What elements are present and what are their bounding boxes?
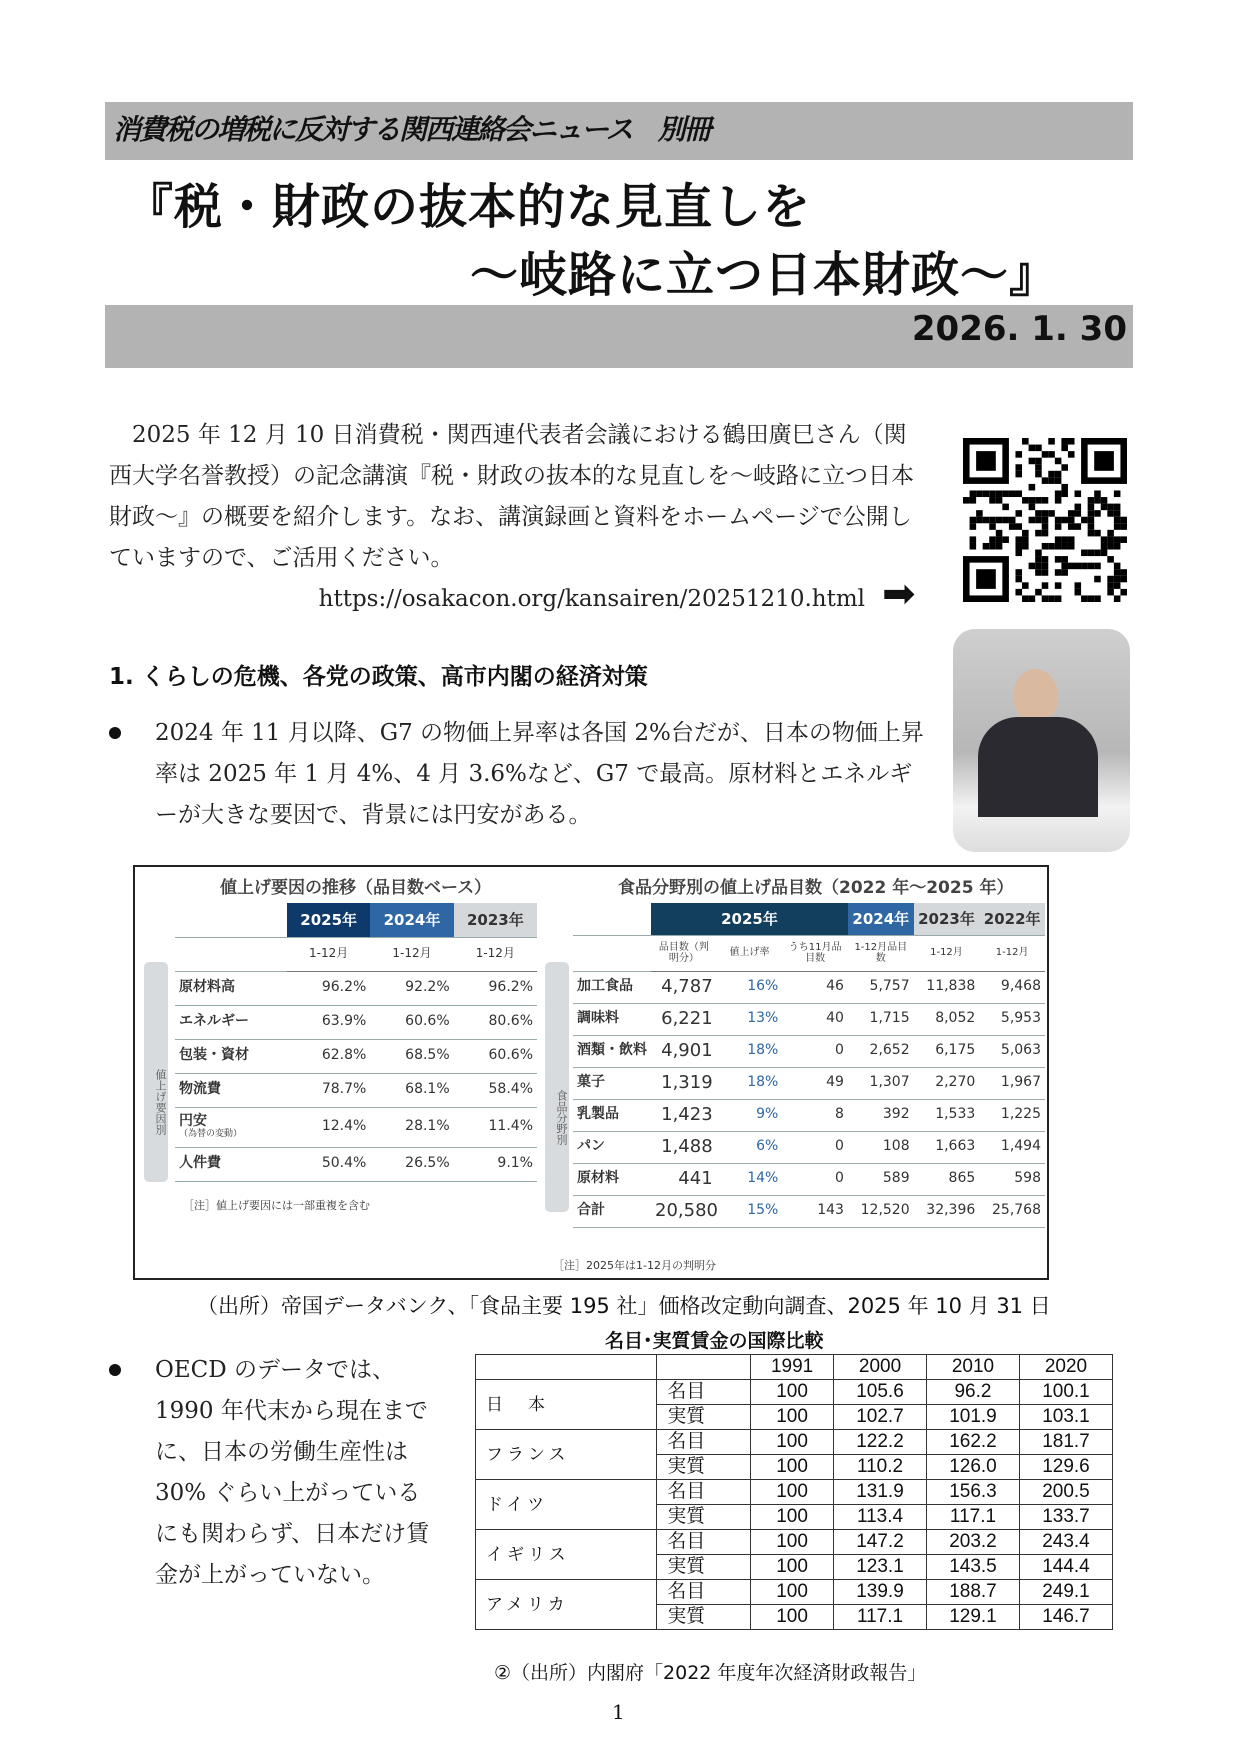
value-cell: 58.4% [454,1073,537,1107]
value-cell: 6% [717,1131,783,1163]
value-cell: 123.1 [834,1555,927,1580]
category-label: 調味料 [573,1003,651,1035]
value-cell: 122.2 [834,1430,927,1455]
value-cell: 181.7 [1019,1430,1112,1455]
category-label: 菓子 [573,1067,651,1099]
column-subheader: 1-12月品目数 [848,935,914,971]
value-cell: 0 [782,1163,848,1195]
value-cell: 100 [751,1605,834,1630]
value-cell: 100 [751,1555,834,1580]
intro-url[interactable]: https://osakacon.org/kansairen/20251210.html [318,586,865,612]
value-cell: 129.6 [1019,1455,1112,1480]
table-row [573,1131,1045,1163]
period-header: 1-12月 [287,937,370,971]
value-cell: 139.9 [834,1580,927,1605]
value-cell: 18% [717,1035,783,1067]
left-note: ［注］値上げ要因には一部重複を含む [183,1199,370,1212]
value-cell: 126.0 [927,1455,1020,1480]
table-row [476,1355,1113,1380]
value-cell: 105.6 [834,1380,927,1405]
value-cell: 1,307 [848,1067,914,1099]
year-header: 2024年 [848,903,914,935]
value-cell: 156.3 [927,1480,1020,1505]
bullet-dot [109,727,121,739]
value-cell: 147.2 [834,1530,927,1555]
category-label: 酒類・飲料 [573,1035,651,1067]
factor-label [175,1107,287,1147]
value-cell: 100 [751,1405,834,1430]
value-cell: 108 [848,1131,914,1163]
value-cell: 18% [717,1067,783,1099]
value-cell: 8,052 [914,1003,980,1035]
blank-cell [573,935,651,971]
value-cell: 9% [717,1099,783,1131]
value-cell: 129.1 [927,1605,1020,1630]
value-cell: 80.6% [454,1005,537,1039]
value-cell: 78.7% [287,1073,370,1107]
value-cell: 117.1 [834,1605,927,1630]
right-arrow-icon: ➡ [882,571,916,617]
value-cell: 100 [751,1455,834,1480]
value-cell: 46 [782,971,848,1003]
value-cell: 63.9% [287,1005,370,1039]
value-cell: 4,787 [651,971,717,1003]
value-cell: 16% [717,971,783,1003]
wage-type-label: 実質 [657,1555,751,1580]
left-side-label: 値上げ要因別 [144,962,168,1182]
value-cell: 11,838 [914,971,980,1003]
value-cell: 589 [848,1163,914,1195]
value-cell: 392 [848,1099,914,1131]
value-cell: 143 [782,1195,848,1227]
blank-cell [657,1355,751,1380]
value-cell: 113.4 [834,1505,927,1530]
wage-type-label: 名目 [657,1480,751,1505]
bullet-inflation [155,713,930,836]
value-cell: 100 [751,1430,834,1455]
value-cell: 49 [782,1067,848,1099]
value-cell: 162.2 [927,1430,1020,1455]
factor-label: 人件費 [175,1147,287,1181]
value-cell: 60.6% [454,1039,537,1073]
value-cell: 598 [979,1163,1045,1195]
right-table-title: 食品分野別の値上げ品目数（2022 年～2025 年） [618,878,1014,898]
wage-type-label: 名目 [657,1380,751,1405]
value-cell: 2,270 [914,1067,980,1099]
table-row [476,1480,1113,1505]
value-cell: 100 [751,1530,834,1555]
table-row [573,1067,1045,1099]
intro-text: 2025 年 12 月 10 日消費税・関西連代表者会議における鶴田廣巳さん（関西大学名誉教授）の記念講演『税・財政の抜本的な見直しを～岐路に立つ日本財政～』の概要を紹介します。なお、講演録画と資料をホームページで公開していますので、ご活用ください。 [109,422,914,571]
table-row [175,1073,537,1107]
wage-type-label: 名目 [657,1430,751,1455]
table-row [476,1430,1113,1455]
value-cell: 8 [782,1099,848,1131]
table-row [573,935,1045,971]
figure-source: （出所）帝国データバンク、「食品主要 195 社」価格改定動向調査、2025 年 10 月 31 日 [197,1294,1051,1318]
table-row [476,1530,1113,1555]
value-cell: 133.7 [1019,1505,1112,1530]
table-row [476,1580,1113,1605]
factor-sublabel: （為替の変動） [179,1128,243,1139]
value-cell: 96.2% [287,971,370,1005]
value-cell: 2,652 [848,1035,914,1067]
left-table-title: 値上げ要因の推移（品目数ベース） [220,878,492,898]
value-cell: 32,396 [914,1195,980,1227]
wage-source: ②（出所）内閣府「2022 年度年次経済財政報告」 [494,1662,927,1684]
value-cell: 5,953 [979,1003,1045,1035]
value-cell: 143.5 [927,1555,1020,1580]
section-heading: 1. くらしの危機、各党の政策、高市内閣の経済対策 [109,664,648,690]
date-banner [105,305,1133,368]
bullet-dot [109,1364,121,1376]
wage-type-label: 実質 [657,1455,751,1480]
year-header: 2025年 [287,903,370,937]
value-cell: 5,063 [979,1035,1045,1067]
year-header: 2023年 [914,903,980,935]
value-cell: 102.7 [834,1405,927,1430]
value-cell: 9,468 [979,971,1045,1003]
year-header: 2022年 [979,903,1045,935]
title-line-2: ～岐路に立つ日本財政～』 [470,247,1059,303]
table-row [476,1380,1113,1405]
table-row [175,1147,537,1181]
value-cell: 20,580 [651,1195,717,1227]
year-header: 2024年 [370,903,453,937]
value-cell: 243.4 [1019,1530,1112,1555]
value-cell: 13% [717,1003,783,1035]
value-cell: 4,901 [651,1035,717,1067]
value-cell: 6,175 [914,1035,980,1067]
table-row [175,971,537,1005]
value-cell: 9.1% [454,1147,537,1181]
value-cell: 96.2 [927,1380,1020,1405]
value-cell: 100 [751,1480,834,1505]
year-header: 2020 [1019,1355,1112,1380]
value-cell: 14% [717,1163,783,1195]
blank-cell [573,903,651,935]
wage-type-label: 実質 [657,1505,751,1530]
series-banner [105,102,1133,160]
title-line-1: 『税・財政の抜本的な見直しを [125,179,812,235]
period-header: 1-12月 [454,937,537,971]
value-cell: 0 [782,1035,848,1067]
column-subheader: 1-12月 [979,935,1045,971]
value-cell: 441 [651,1163,717,1195]
country-label: アメリカ [476,1580,657,1630]
country-label: フランス [476,1430,657,1480]
wage-type-label: 実質 [657,1605,751,1630]
table-row [175,1005,537,1039]
table-row [573,1099,1045,1131]
value-cell: 1,488 [651,1131,717,1163]
speaker-photo [953,629,1130,852]
value-cell: 15% [717,1195,783,1227]
value-cell: 12,520 [848,1195,914,1227]
category-label: パン [573,1131,651,1163]
category-label: 乳製品 [573,1099,651,1131]
value-cell: 117.1 [927,1505,1020,1530]
value-cell: 101.9 [927,1405,1020,1430]
value-cell: 103.1 [1019,1405,1112,1430]
blank-cell [175,937,287,971]
value-cell: 100 [751,1380,834,1405]
table-row [573,1003,1045,1035]
country-label: ドイツ [476,1480,657,1530]
country-label: 日 本 [476,1380,657,1430]
value-cell: 1,663 [914,1131,980,1163]
country-label: イギリス [476,1530,657,1580]
wage-comparison-table [475,1354,1113,1630]
value-cell: 200.5 [1019,1480,1112,1505]
table-row [573,1163,1045,1195]
value-cell: 12.4% [287,1107,370,1147]
series-title: 消費税の増税に反対する関西連絡会ニュース 別冊 [113,113,710,146]
value-cell: 100 [751,1580,834,1605]
value-cell: 0 [782,1131,848,1163]
column-subheader: うち11月品目数 [782,935,848,971]
table-row [573,1035,1045,1067]
value-cell: 62.8% [287,1039,370,1073]
value-cell: 1,423 [651,1099,717,1131]
wage-type-label: 名目 [657,1580,751,1605]
table-row [175,1107,537,1147]
page-number: 1 [612,1700,625,1724]
table-row [175,1039,537,1073]
value-cell: 40 [782,1003,848,1035]
value-cell: 249.1 [1019,1580,1112,1605]
bullet-text: 2024 年 11 月以降、G7 の物価上昇率は各国 2%台だが、日本の物価上昇率は 2025 年 1 月 4%、4 月 3.6%など、G7 で最高。原材料とエネルギーが大きな要因で、背景には円安がある。 [155,720,924,828]
table-row [573,903,1045,935]
bullet-wages [155,1350,440,1596]
wage-table-title: 名目･実質賃金の国際比較 [605,1330,824,1352]
factor-label: 原材料高 [175,971,287,1005]
year-header: 2010 [927,1355,1020,1380]
table-row [573,1195,1045,1227]
category-label: 合計 [573,1195,651,1227]
factor-label: エネルギー [175,1005,287,1039]
value-cell: 68.1% [370,1073,453,1107]
value-cell: 28.1% [370,1107,453,1147]
year-header: 1991 [751,1355,834,1380]
value-cell: 110.2 [834,1455,927,1480]
year-header: 2000 [834,1355,927,1380]
value-cell: 60.6% [370,1005,453,1039]
value-cell: 1,533 [914,1099,980,1131]
value-cell: 11.4% [454,1107,537,1147]
factor-label: 物流費 [175,1073,287,1107]
factor-label-text: 円安 [179,1113,207,1130]
value-cell: 146.7 [1019,1605,1112,1630]
value-cell: 5,757 [848,971,914,1003]
value-cell: 144.4 [1019,1555,1112,1580]
intro-paragraph [109,415,929,579]
table-row [175,903,537,937]
value-cell: 203.2 [927,1530,1020,1555]
year-header: 2023年 [454,903,537,937]
table-row [175,937,537,971]
column-subheader: 1-12月 [914,935,980,971]
column-subheader: 品目数（判明分） [651,935,717,971]
value-cell: 131.9 [834,1480,927,1505]
blank-cell [175,903,287,937]
value-cell: 1,494 [979,1131,1045,1163]
right-note: ［注］2025年は1-12月の判明分 [553,1259,716,1272]
wage-type-label: 実質 [657,1405,751,1430]
value-cell: 1,967 [979,1067,1045,1099]
qr-code-icon[interactable] [962,438,1128,602]
value-cell: 92.2% [370,971,453,1005]
value-cell: 96.2% [454,971,537,1005]
price-increase-figure [133,865,1049,1280]
value-cell: 26.5% [370,1147,453,1181]
right-side-label: 食品分野別 [545,962,569,1212]
value-cell: 6,221 [651,1003,717,1035]
value-cell: 50.4% [287,1147,370,1181]
value-cell: 865 [914,1163,980,1195]
value-cell: 25,768 [979,1195,1045,1227]
value-cell: 100.1 [1019,1380,1112,1405]
issue-date: 2026. 1. 30 [911,309,1127,349]
value-cell: 100 [751,1505,834,1530]
period-header: 1-12月 [370,937,453,971]
food-category-table [573,903,1045,1228]
column-subheader: 値上げ率 [717,935,783,971]
value-cell: 68.5% [370,1039,453,1073]
bullet-text: OECD のデータでは、1990 年代末から現在までに、日本の労働生産性は 30% ぐらい上がっているにも関わらず、日本だけ賃金が上がっていない。 [155,1357,430,1588]
year-header: 2025年 [651,903,848,935]
category-label: 加工食品 [573,971,651,1003]
factor-label: 包装・資材 [175,1039,287,1073]
price-factor-table [175,903,537,1182]
wage-type-label: 名目 [657,1530,751,1555]
value-cell: 1,225 [979,1099,1045,1131]
value-cell: 1,715 [848,1003,914,1035]
category-label: 原材料 [573,1163,651,1195]
value-cell: 188.7 [927,1580,1020,1605]
value-cell: 1,319 [651,1067,717,1099]
table-row [573,971,1045,1003]
blank-cell [476,1355,657,1380]
